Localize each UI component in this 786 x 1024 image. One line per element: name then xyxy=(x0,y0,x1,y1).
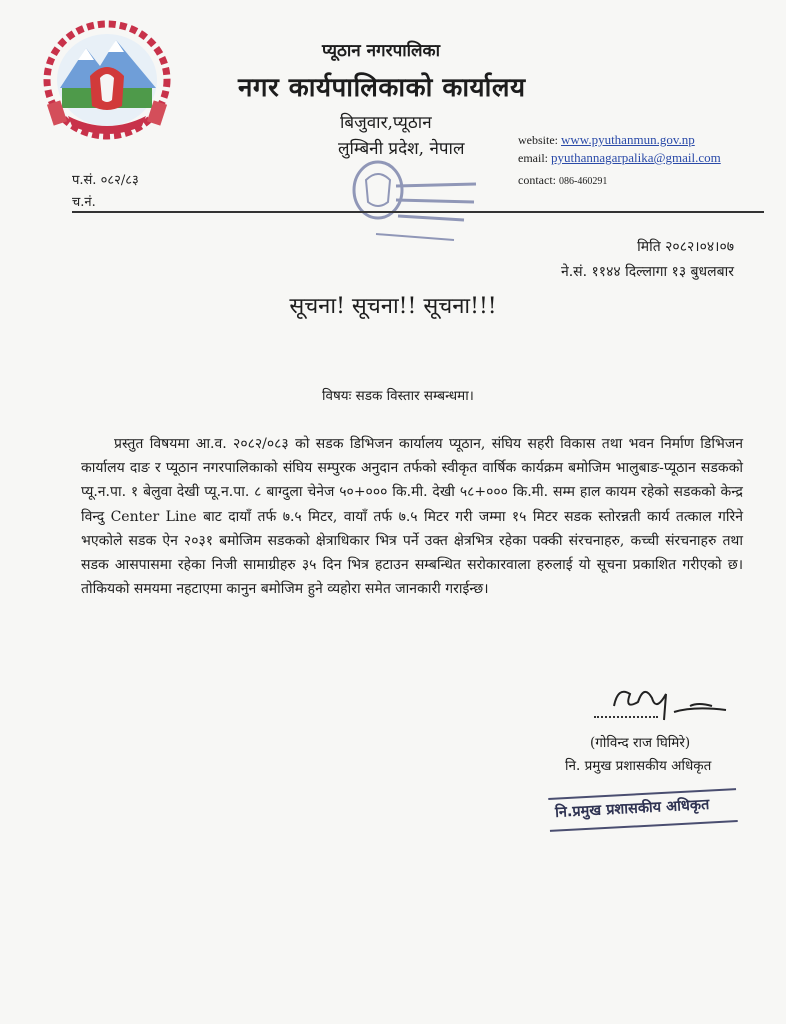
website-label: website: xyxy=(518,133,558,147)
designation-seal-text: नि.प्रमुख प्रशासकीय अधिकृत xyxy=(554,796,710,822)
office-province: लुम्बिनी प्रदेश, नेपाल xyxy=(338,139,465,159)
email-link[interactable]: pyuthannagarpalika@gmail.com xyxy=(551,150,721,165)
signature-line xyxy=(594,716,658,718)
email-label: email: xyxy=(518,151,548,165)
notice-subject: विषयः सडक विस्तार सम्बन्धमा। xyxy=(322,388,474,404)
signature-icon xyxy=(594,676,734,730)
notice-title: सूचना! सूचना!! सूचना!!! xyxy=(289,294,497,319)
header-divider xyxy=(72,211,764,213)
office-place: बिजुवार,प्यूठान xyxy=(340,113,432,133)
contact-label: contact: xyxy=(518,173,556,187)
office-name: नगर कार्यपालिकाको कार्यालय xyxy=(238,73,526,103)
dispatch-number: च.नं. xyxy=(72,195,96,210)
phone-row xyxy=(518,173,607,188)
notice-body: प्रस्तुत विषयमा आ.व. २०८२/०८३ को सडक डिभिजन कार्यालय प्यूठान, संघिय सहरी विकास तथा भवन निर्माण डिभिजन कार्यालय दाङ र प्यूठान नगरपालिकाको संघिय सम्पुरक अनुदान तर्फको स्वीकृत वार्षिक कार्यक्रम बमोजिम भालुबाङ-प्यूठान सडकको प्यू.न.पा. १ बेलुवा देखी प्यू.न.पा. ८ बाग्दुला चेनेज ५०+००० कि.मी. देखी ५८+००० कि.मी. सम्म हाल कायम रहेको सडकको केन्द्र विन्दु Center Line बाट दायाँ तर्फ ७.५ मिटर, वायाँ तर्फ ७.५ मिटर गरी जम्मा १५ मिटर सडक स्तोरन्नती कार्य तत्काल गरिने भएकोले सडक ऐन २०३१ बमोजिम सडकको क्षेत्राधिकार भित्र पर्ने उक्त क्षेत्रभित्र रहेका पक्की संरचनाहरु, कच्ची संरचनाहरु तथा सडक आसपासमा रहेका निजी सामाग्रीहरु ३५ दिन भित्र हटाउन सम्बन्धित सरोकारवाला हरुलाई यो सूचना प्रकाशित गरीएको छ। तोकियको समयमा नहटाएमा कानुन बमोजिम हुने व्यहोरा समेत जानकारी गराईन्छ। xyxy=(81,436,743,598)
phone-number: 086-460291 xyxy=(558,176,608,187)
nepal-sambat-date: ने.सं. ११४४ दिल्लागा १३ बुधलबार xyxy=(560,264,734,280)
website-row xyxy=(518,132,695,148)
website-link[interactable]: www.pyuthanmun.gov.np xyxy=(561,132,695,147)
office-stamp-icon xyxy=(336,150,486,258)
email-row xyxy=(518,150,721,166)
letter-number: प.सं. ०८२/८३ xyxy=(72,173,139,188)
date-line: मिति २०८२।०४।०७ xyxy=(637,239,734,255)
signatory-designation: नि. प्रमुख प्रशासकीय अधिकृत xyxy=(565,758,712,774)
nepal-emblem-icon xyxy=(38,18,176,142)
municipality-name: प्यूठान नगरपालिका xyxy=(322,41,441,61)
signatory-name: (गोविन्द राज घिमिरे) xyxy=(590,735,691,751)
